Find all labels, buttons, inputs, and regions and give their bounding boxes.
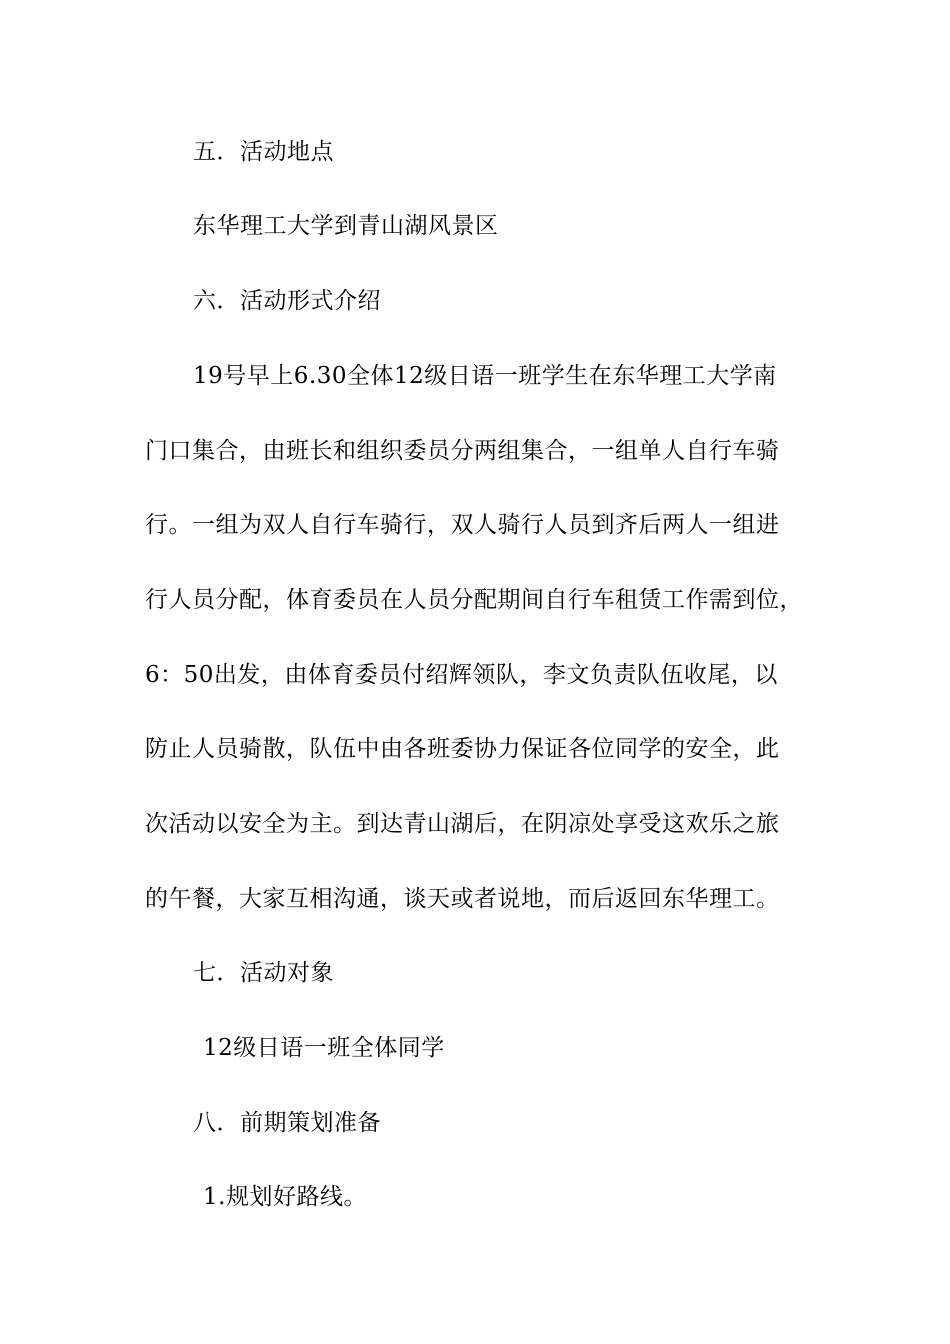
section-heading-preparation: 八．前期策划准备 — [193, 1110, 381, 1136]
paragraph-line-3: 行。一组为双人自行车骑行，双人骑行人员到齐后两人一组进 — [145, 512, 780, 538]
paragraph-line-8: 的午餐，大家互相沟通，谈天或者说地，而后返回东华理工。 — [145, 886, 780, 912]
paragraph-line-1: 19号早上6.30全体12级日语一班学生在东华理工大学南 — [193, 363, 777, 389]
section-heading-location: 五．活动地点 — [193, 139, 334, 165]
location-text: 东华理工大学到青山湖风景区 — [193, 213, 499, 239]
paragraph-line-7: 次活动以安全为主。到达青山湖后，在阴凉处享受这欢乐之旅 — [145, 811, 780, 837]
paragraph-line-5: 6：50出发，由体育委员付绍辉领队，李文负责队伍收尾，以 — [145, 662, 778, 688]
section-heading-format: 六．活动形式介绍 — [193, 288, 381, 314]
preparation-item-1: 1.规划好路线。 — [203, 1184, 367, 1210]
audience-text: 12级日语一班全体同学 — [203, 1035, 445, 1061]
paragraph-line-4: 行人员分配，体育委员在人员分配期间自行车租赁工作需到位， — [145, 587, 803, 613]
paragraph-line-2: 门口集合，由班长和组织委员分两组集合，一组单人自行车骑 — [145, 438, 780, 464]
paragraph-line-6: 防止人员骑散，队伍中由各班委协力保证各位同学的安全，此 — [145, 736, 780, 762]
section-heading-audience: 七．活动对象 — [193, 960, 334, 986]
